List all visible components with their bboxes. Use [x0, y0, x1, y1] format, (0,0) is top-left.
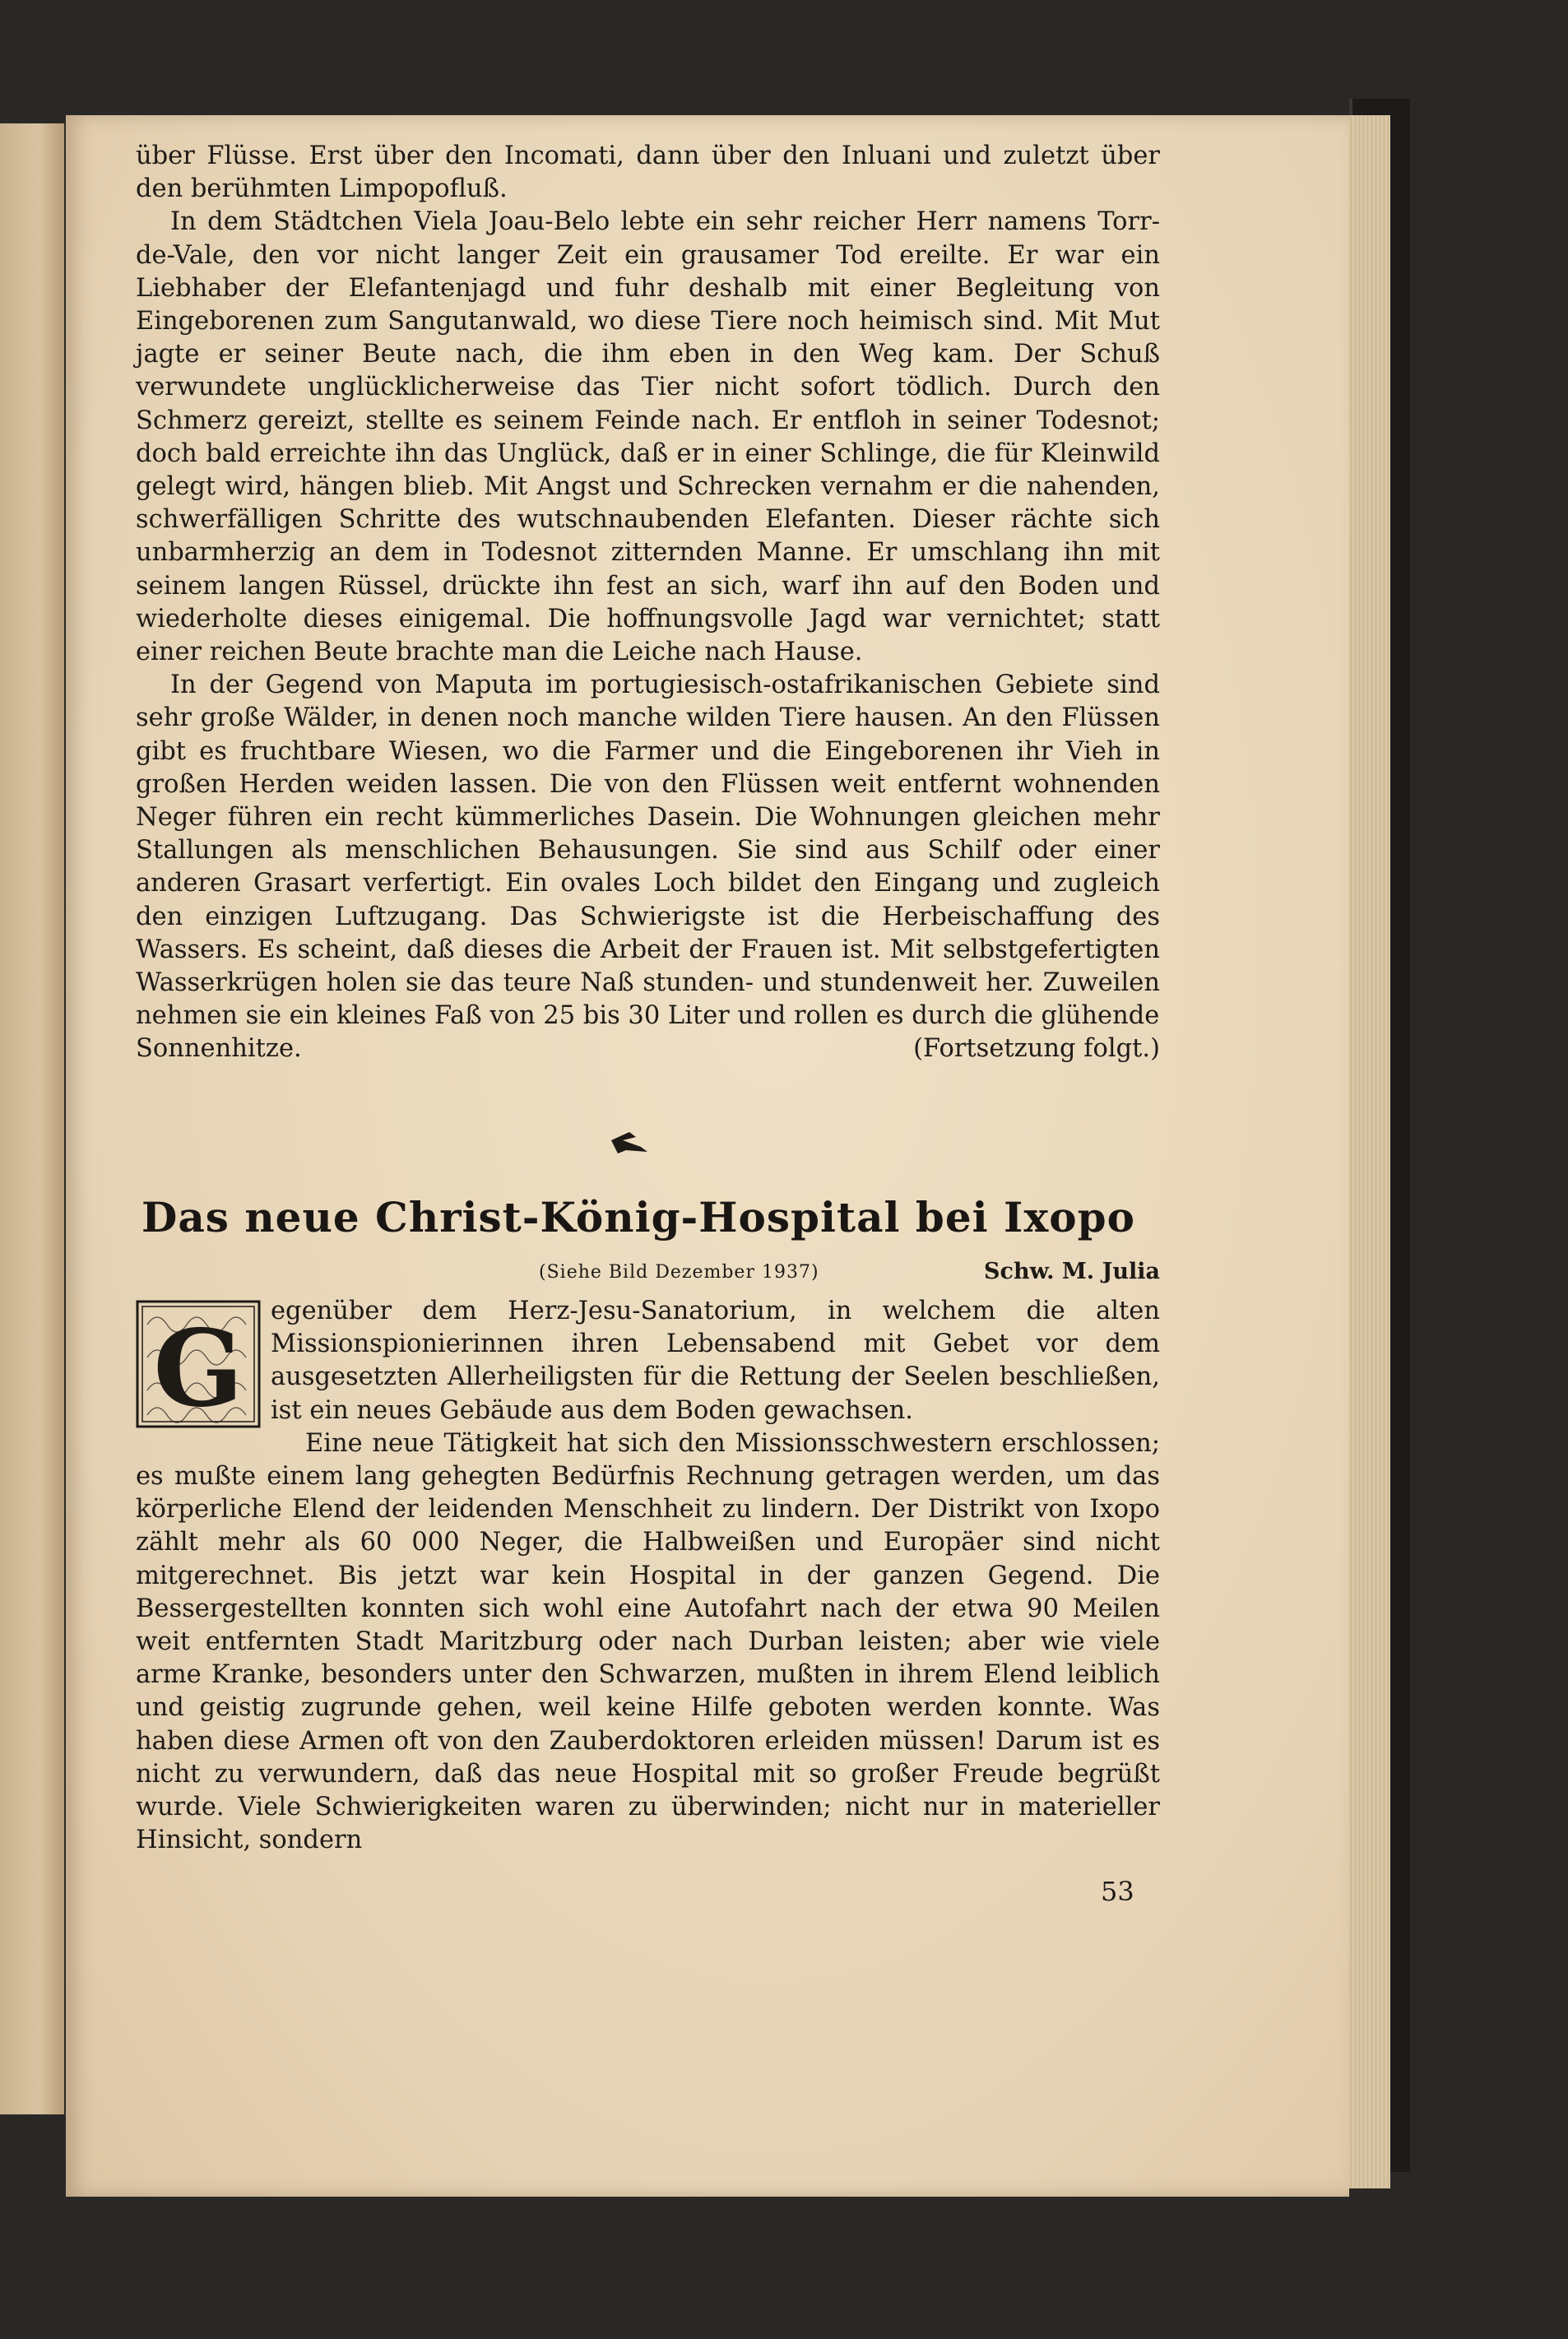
facing-page-edge [0, 123, 64, 2114]
image-reference: (Siehe Bild Dezember 1937) [539, 1262, 819, 1283]
elephant-hunt-paragraph: In dem Städtchen Viela Joau-Belo lebte ein sehr reicher Herr namens Torr-de-Vale, den vor nicht langer Zeit ein grausamer Tod ereilte. Er war ein Liebhaber der Elefantenjagd und fuhr deshalb mit einer Begleitung von Eingeborenen zum Sangutanwald, wo diese Tiere noch heimisch sind. Mit Mut jagte er seiner Beute nach, die ihm eben in den Weg kam. Der Schuß verwundete unglücklicherweise das Tier nicht sofort tödlich. Durch den Schmerz gereizt, stellte es seinem Feinde nach. Er entfloh in seiner Todesnot; doch bald erreichte ihn das Unglück, daß er in einer Schlinge, die für Kleinwild gelegt wird, hängen blieb. Mit Angst und Schrecken vernahm er die nahenden, schwerfälligen Schritte des wutschnaubenden Elefanten. Dieser rächte sich unbarmherzig an dem in Todesnot zitternden Manne. Er umschlang ihn mit seinem langen Rüssel, drückte ihn fest an sich, warf ihn auf den Boden und wiederholte dieses einigemal. Die hoffnungsvolle Jagd war vernichtet; statt einer reichen Beute brachte man die Leiche nach Hause. [136, 207, 1160, 667]
closing-word: Sonnenhitze. [136, 1034, 302, 1064]
article-byline [136, 1259, 1160, 1292]
section-divider-ornament-icon [605, 1129, 654, 1157]
continuation-paragraph: über Flüsse. Erst über den Incomati, dann über den Inluani und zuletzt über den berühmten Limpopofluß. [136, 142, 1160, 204]
closing-line [136, 1033, 1160, 1065]
second-article-body [136, 1295, 1160, 1857]
page-number: 53 [1101, 1876, 1134, 1907]
article-author: Schw. M. Julia [984, 1259, 1160, 1284]
hospital-paragraph: Eine neue Tätigkeit hat sich den Missionsschwestern erschlossen; es mußte einem lang gehegten Bedürfnis Rechnung getragen werden, um das körperliche Elend der leidenden Menschheit zu lindern. Der Distrikt von Ixopo zählt mehr als 60 000 Neger, die Halbweißen und Europäer sind nicht mitgerechnet. Bis jetzt war kein Hospital in der ganzen Gegend. Die Bessergestellten konnten sich wohl eine Autofahrt nach der etwa 90 Meilen weit entfernten Stadt Maritzburg oder nach Durban leisten; aber wie viele arme Kranke, besonders unter den Schwarzen, mußten in ihrem Elend leiblich und geistig zugrunde gehen, weil keine Hilfe geboten werden konnte. Was haben diese Armen oft von den Zauberdoktoren erleiden müssen! Darum ist es nicht zu verwundern, daß das neue Hospital mit so großer Freude begrüßt wurde. Viele Schwierigkeiten waren zu überwinden; nicht nur in materieller Hinsicht, sondern [136, 1428, 1160, 1855]
first-article-body [136, 140, 1160, 1066]
continued-note: (Fortsetzung folgt.) [913, 1034, 1160, 1064]
sanatorium-paragraph: egenüber dem Herz-Jesu-Sanatorium, in welchem die alten Missionspionierinnen ihren Lebensabend mit Gebet vor dem ausgesetzten Allerheiligsten für die Rettung der Seelen beschließen, ist ein neues Gebäude aus dem Boden gewachsen. [271, 1297, 1160, 1425]
svg-text:G: G [153, 1307, 244, 1428]
article-headline: Das neue Christ-König-Hospital bei Ixopo [141, 1193, 1135, 1241]
ornamental-initial-g-icon [136, 1300, 261, 1428]
maputa-paragraph: In der Gegend von Maputa im portugiesisch-ostafrikanischen Gebiete sind sehr große Wälder, in denen noch manche wilden Tiere hausen. An den Flüssen gibt es fruchtbare Wiesen, wo die Farmer und die Eingeborenen ihr Vieh in großen Herden weiden lassen. Die von den Flüssen weit entfernt wohnenden Neger führen ein recht kümmerliches Dasein. Die Wohnungen gleichen mehr Stallungen als menschlichen Behausungen. Sie sind aus Schilf oder einer anderen Grasart verfertigt. Ein ovales Loch bildet den Eingang und zugleich den einzigen Luftzugang. Das Schwierigste ist die Herbeischaffung des Wassers. Es scheint, daß dieses die Arbeit der Frauen ist. Mit selbstgefertigten Wasserkrügen holen sie das teure Naß stunden- und stundenweit her. Zuweilen nehmen sie ein kleines Faß von 25 bis 30 Liter und rollen es durch die glühende [136, 671, 1160, 1031]
